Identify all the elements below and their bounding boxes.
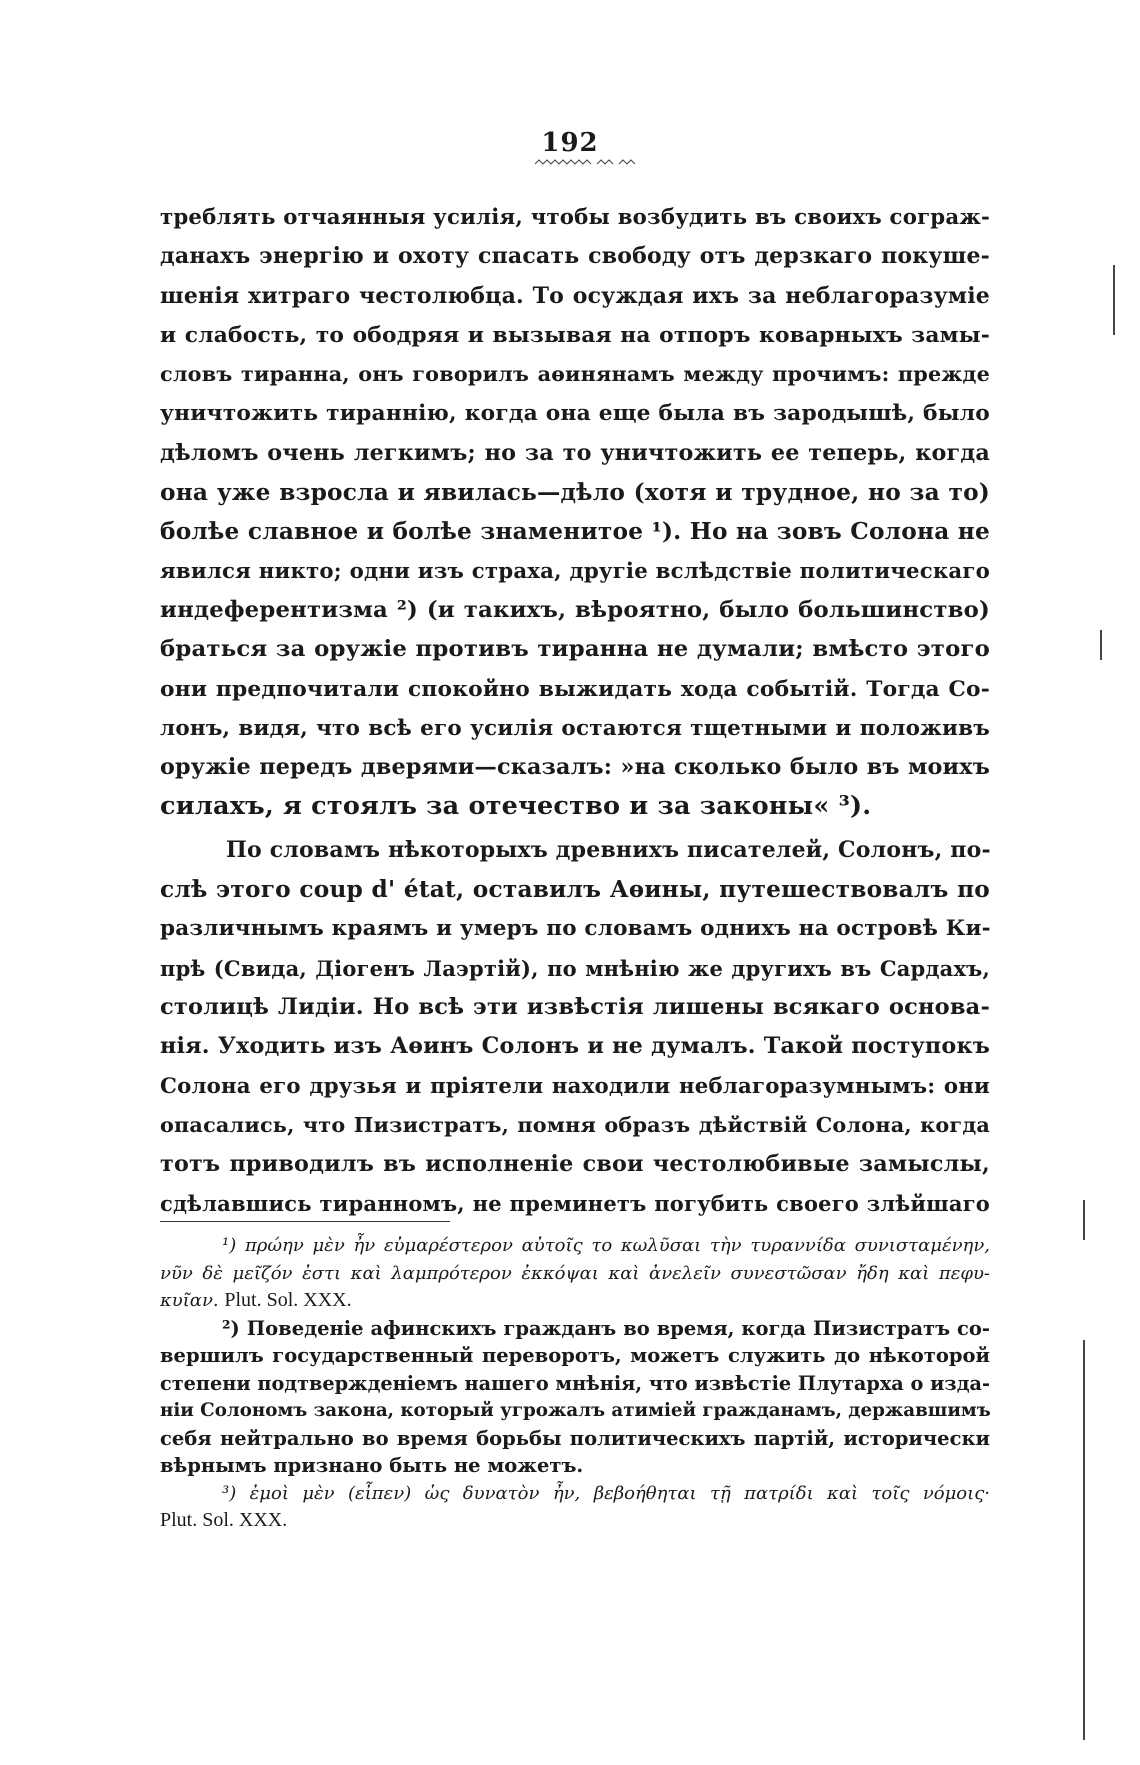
text-line: силахъ, я стоялъ за отечество и за законы« ³). (160, 791, 872, 822)
page-number-flourish (535, 158, 635, 168)
margin-scan-mark (1113, 265, 1115, 335)
footnote-1-line: ¹) πρώην μὲν ἦν εὐμαρέστερον αὐτοῖς το κωλῦσαι τὴν τυραννίδα συνισταμένην, (222, 1235, 990, 1256)
text-line: шенія хитраго честолюбца. То осуждая ихъ за неблагоразуміе (160, 282, 990, 309)
text-line: различнымъ краямъ и умеръ по словамъ однихъ на островѣ Ки- (160, 916, 991, 942)
footnote-1-tail: κυῖαν. (160, 1290, 219, 1311)
text-line: и слабость, то ободряя и вызывая на отпоръ коварныхъ замы- (160, 322, 990, 348)
text-line: оружіе передъ дверями—сказалъ: »на сколько было въ моихъ (160, 754, 990, 781)
text-line: сдѣлавшись тиранномъ, не преминетъ погубить своего злѣйшаго (160, 1191, 990, 1217)
footnote-2-line: вѣрнымъ признано быть не можетъ. (160, 1454, 584, 1477)
text-line: опасались, что Пизистратъ, помня образъ дѣйствій Солона, когда (160, 1112, 990, 1137)
text-line: прѣ (Свида, Діогенъ Лаэртій), по мнѣнію же другихъ въ Сардахъ, (160, 955, 990, 981)
footnote-2-line: ніи Солономъ закона, который угрожалъ атиміей гражданамъ, державшимъ (160, 1400, 991, 1421)
text-line: браться за оружіе противъ тиранна не думали; вмѣсто этого (160, 636, 990, 663)
text-line: По словамъ нѣкоторыхъ древнихъ писателей, Солонъ, по- (226, 836, 991, 863)
main-text (160, 198, 990, 1224)
footnote-2-line: ²) Поведеніе афинскихъ гражданъ во время, когда Пизистратъ со- (222, 1316, 990, 1340)
text-line: треблять отчаянныя усилія, чтобы возбудить въ своихъ сограж- (160, 205, 990, 230)
footnote-2-line: вершилъ государственный переворотъ, можетъ служить до нѣкоторой (160, 1344, 990, 1367)
text-line: слѣ этого coup d' état, оставилъ Аѳины, путешествовалъ по (160, 876, 990, 904)
margin-scan-mark (1083, 1200, 1085, 1240)
text-line: болѣе славное и болѣе знаменитое ¹). Но на зовъ Солона не (160, 518, 990, 546)
footnote-separator (160, 1221, 450, 1222)
text-line: словъ тиранна, онъ говорилъ аѳинянамъ между прочимъ: прежде (160, 362, 990, 387)
text-line: она уже взросла и явилась—дѣло (хотя и трудное, но за то) (160, 479, 990, 507)
footnote-3-line: ³) ἐμοὶ μὲν (εἶπεν) ὡς δυνατὸν ἦν, βεβοήθηται τῇ πατρίδι καὶ τοῖς νόμοις· (222, 1482, 990, 1504)
text-line: данахъ энергію и охоту спасать свободу отъ дерзкаго покуше- (160, 243, 990, 270)
footnotes (160, 1232, 990, 1535)
text-line: нія. Уходить изъ Аѳинъ Солонъ и не думалъ. Такой поступокъ (160, 1033, 990, 1060)
margin-scan-mark (1083, 1340, 1085, 1740)
text-line: лонъ, видя, что всѣ его усилія остаются тщетными и положивъ (160, 715, 990, 741)
margin-scan-mark (1100, 630, 1102, 660)
text-line: индеферентизма ²) (и такихъ, вѣроятно, было большинство) (160, 596, 990, 623)
text-line: дѣломъ очень легкимъ; но за то уничтожить ее теперь, когда (160, 439, 990, 466)
text-line: Солона его друзья и пріятели находили неблагоразумнымъ: они (160, 1073, 990, 1099)
text-line: столицѣ Лидіи. Но всѣ эти извѣстія лишены всякаго основа- (160, 993, 990, 1020)
text-line: явился никто; одни изъ страха, другіе вслѣдствіе политическаго (160, 558, 990, 584)
footnote-2-line: степени подтвержденіемъ нашего мнѣнія, что извѣстіе Плутарха о изда- (160, 1371, 990, 1395)
footnote-2-line: себя нейтрально во время борьбы политическихъ партій, исторически (160, 1426, 990, 1450)
text-line: уничтожить тираннію, когда она еще была въ зародышѣ, было (160, 401, 990, 427)
footnote-3-ref: Plut. Sol. XXX. (160, 1509, 288, 1531)
text-line: тотъ приводилъ въ исполненіе свои честолюбивые замыслы, (160, 1151, 990, 1178)
page-number: 192 (541, 128, 599, 158)
footnote-1-ref: Plut. Sol. XXX. (224, 1289, 352, 1311)
footnote-1-line: νῦν δὲ μεῖζόν ἐστι καὶ λαμπρότερον ἐκκόψαι καὶ ἀνελεῖν συνεστῶσαν ἤδη καὶ πεφυ- (160, 1262, 990, 1284)
footnote-1-line (160, 1287, 990, 1315)
text-line: они предпочитали спокойно выжидать хода событій. Тогда Со- (160, 676, 990, 702)
